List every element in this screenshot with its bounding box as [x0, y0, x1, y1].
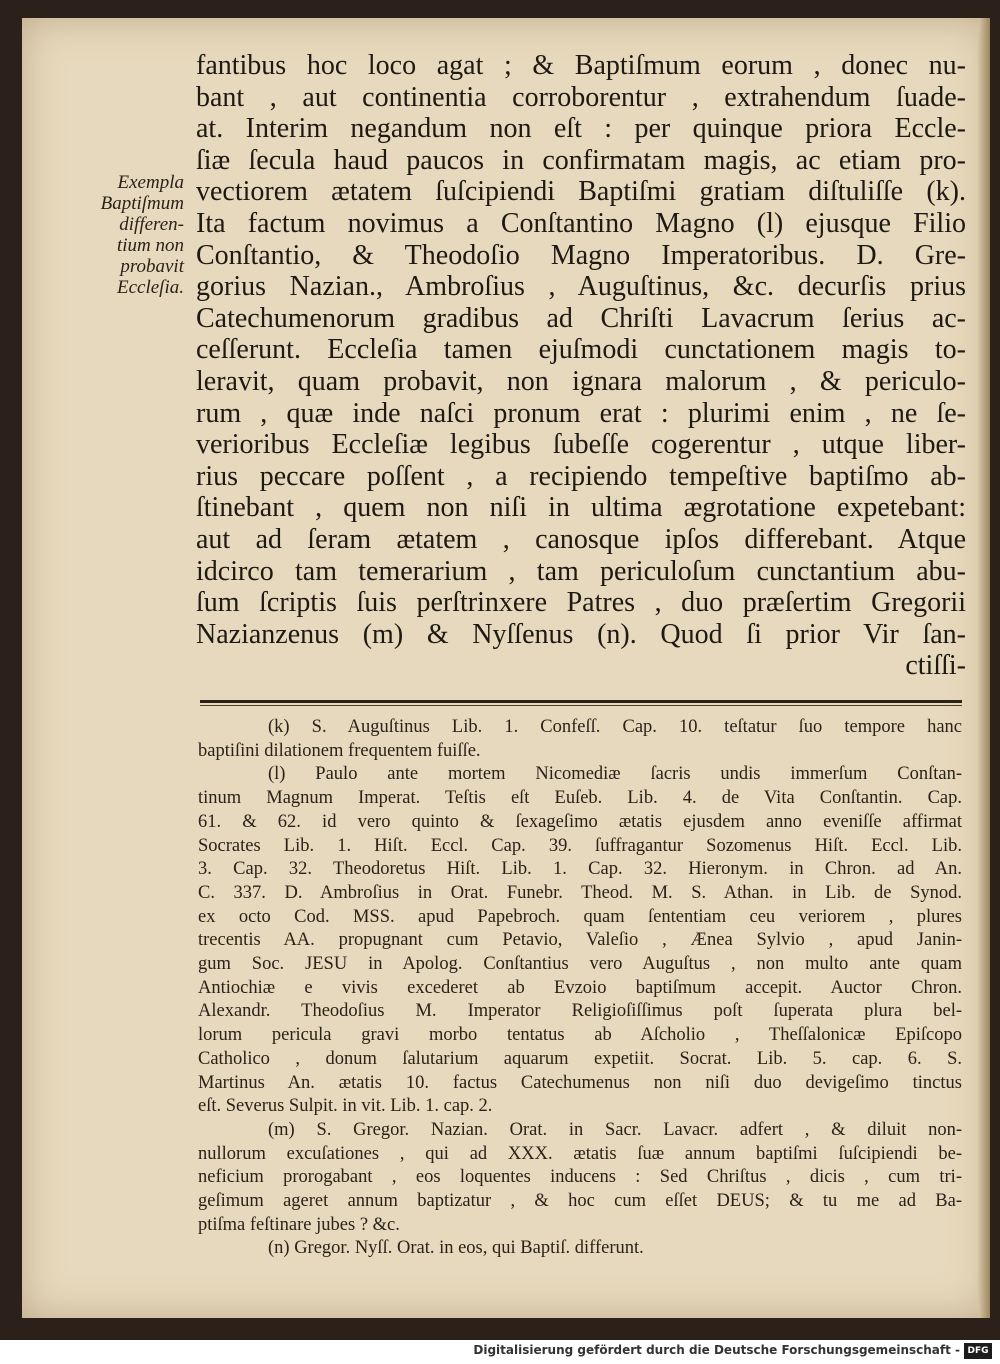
text-line: idcirco tam temerarium , tam periculoſum cunctantium abu-	[196, 555, 966, 587]
footnote-line: eſt. Severus Sulpit. in vit. Lib. 1. cap. 2.	[198, 1096, 493, 1117]
text-line: bant , aut continentia corroborentur , extrahendum ſuade-	[196, 81, 966, 113]
footnote-line: (m) S. Gregor. Nazian. Orat. in Sacr. Lavacr. adfert , & diluit non-	[268, 1119, 962, 1140]
footnote-line: neficium prorogabant , eos loquentes inducens : Sed Chriſtus , dicis , cum tri-	[198, 1167, 962, 1188]
footnote-line: C. 337. D. Ambroſius in Orat. Funebr. Theod. M. S. Athan. in Lib. de Synod.	[198, 882, 962, 903]
text-line: aut ad ſeram ætatem , canosque ipſos differebant. Atque	[196, 523, 966, 555]
text-line: ceſſerunt. Eccleſia tamen ejuſmodi cunctationem magis to-	[196, 334, 966, 366]
footnote-line: 61. & 62. id vero quinto & ſexageſimo ætatis ejusdem anno eveniſſe affirmat	[198, 811, 962, 832]
footnote-line: ex octo Cod. MSS. apud Papebroch. quam ſententiam ceu veriorem , plures	[198, 906, 962, 927]
footnote-line: geſimum ageret annum baptizatur , & hoc cum eſſet DEUS; & tu me ad Ba-	[198, 1191, 962, 1212]
footnote-line: lorum pericula gravi morbo tentatus ab Aſcholio , Theſſalonicæ Epiſcopo	[198, 1025, 962, 1046]
catchword: ctiſſi-	[905, 650, 966, 682]
text-line: Catechumenorum gradibus ad Chriſti Lavacrum ſerius ac-	[196, 302, 966, 334]
footer-credit: Digitalisierung gefördert durch die Deutsche Forschungsgemeinschaft -	[473, 1343, 960, 1357]
footnote-line: (l) Paulo ante mortem Nicomediæ ſacris undis immerſum Conſtan-	[268, 764, 962, 785]
footnote-line: (k) S. Auguſtinus Lib. 1. Confeſſ. Cap. 10. teſtatur ſuo tempore hanc	[268, 717, 962, 737]
marginal-line: Exempla	[117, 172, 184, 193]
text-line: verioribus Eccleſiæ legibus ſubeſſe cogerentur , utque liber-	[196, 429, 966, 461]
marginal-line: differen-	[119, 214, 184, 235]
text-line: Conſtantio, & Theodoſio Magno Imperatoribus. D. Gre-	[196, 239, 966, 271]
marginal-line: Baptiſmum	[100, 193, 184, 214]
text-line: gorius Nazian., Ambroſius , Auguſtinus, &c. decurſis prius	[196, 271, 966, 303]
text-line: leravit, quam probavit, non ignara malorum , & periculo-	[196, 365, 966, 397]
page-edge	[978, 18, 990, 1318]
footnote-rule-thin	[200, 705, 962, 706]
digitization-footer	[0, 1340, 1000, 1364]
text-line: rius peccare poſſent , a recipiendo tempeſtive baptiſmo ab-	[196, 460, 966, 492]
dfg-logo: DFG	[964, 1343, 992, 1359]
text-line: at. Interim negandum non eſt : per quinque priora Eccle-	[196, 113, 966, 145]
footnote-line: trecentis AA. propugnant cum Petavio, Valeſio , Æneа Sylvio , apud Janin-	[198, 930, 962, 951]
text-line: rum , quæ inde naſci pronum erat : plurimi enim , ne ſe-	[196, 397, 966, 429]
footnote-line: nullorum excuſationes , qui ad XXX. ætatis ſuæ annum baptiſmi ſuſcipiendi be-	[198, 1143, 962, 1164]
footnote-line: tinum Magnum Imperat. Teſtis eſt Euſeb. Lib. 4. de Vita Conſtantin. Cap.	[198, 788, 962, 809]
footnotes	[198, 716, 962, 1261]
marginal-line: probavit	[120, 256, 184, 277]
footnote-line: ptiſma feſtinare jubes ? &c.	[198, 1214, 400, 1235]
footnote-line: Antiochiæ e vivis excederet ab Evzoio baptiſmum accepit. Auctor Chron.	[198, 977, 962, 998]
footnote-line: 3. Cap. 32. Theodoretus Hiſt. Lib. 1. Cap. 32. Hieronym. in Chron. ad An.	[198, 859, 962, 880]
footnote-line: (n) Gregor. Nyſſ. Orat. in eos, qui Baptiſ. differunt.	[268, 1238, 644, 1259]
footnote-line: Catholico , donum ſalutarium aquarum expetiit. Socrat. Lib. 5. cap. 6. S.	[198, 1048, 962, 1069]
marginal-note	[62, 172, 184, 298]
text-line: vectiorem ætatem ſuſcipiendi Baptiſmi gratiam diſtuliſſe (k).	[196, 176, 966, 208]
text-line: Nazianzenus (m) & Nyſſenus (n). Quod ſi prior Vir ſan-	[196, 618, 966, 650]
footnote-line: gum Soc. JESU in Apolog. Conſtantius vero Auguſtus , non multo ante quam	[198, 954, 962, 975]
text-line: ſiæ ſecula haud paucos in confirmatam magis, ac etiam pro-	[196, 144, 966, 176]
main-text	[196, 50, 966, 682]
footnote-line: baptiſini dilationem frequentem fuiſſe.	[198, 740, 481, 761]
footnote-rule	[200, 700, 962, 703]
marginal-line: Eccleſia.	[117, 277, 184, 298]
footnote-line: Socrates Lib. 1. Hiſt. Eccl. Cap. 39. ſuffragantur Sozomenus Hiſt. Eccl. Lib.	[198, 835, 962, 856]
text-line: ſum ſcriptis ſuis perſtrinxere Patres , duo præſertim Gregorii	[196, 587, 966, 619]
text-line: Ita factum novimus a Conſtantino Magno (l) ejusque Filio	[196, 207, 966, 239]
footnote-line: Alexandr. Theodoſius M. Imperator Religioſiſſimus poſt ſuperata plura bel-	[198, 1001, 962, 1022]
footnote-line: Martinus An. ætatis 10. factus Catechumenus non niſi duo devigeſimo tinctus	[198, 1072, 962, 1093]
text-line: ſtinebant , quem non niſi in ultima ægrotatione expetebant:	[196, 492, 966, 524]
marginal-line: tium non	[116, 235, 184, 256]
text-line: fantibus hoc loco agat ; & Baptiſmum eorum , donec nu-	[196, 50, 966, 81]
